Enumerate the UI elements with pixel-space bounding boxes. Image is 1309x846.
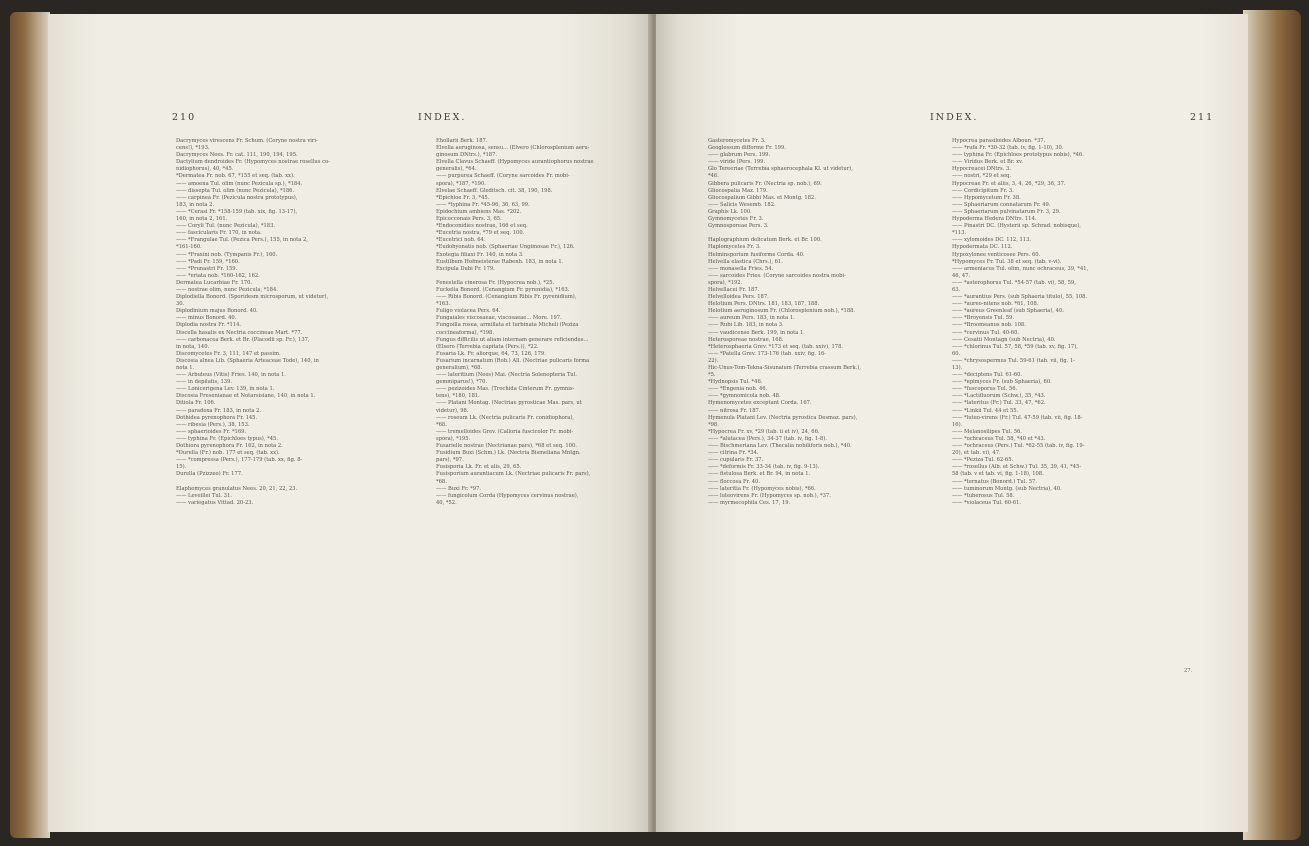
index-entry-line: Helotium Pers. DNtrs. 181, 183, 187, 188. [708, 301, 820, 308]
index-entry-line: spora), *192. [708, 279, 743, 286]
index-entry-line: Elaphomyces granulatus Nees. 20, 21, 22, 23. [176, 485, 298, 492]
index-entry-line: Gliocospalia Maz. 179. [708, 187, 768, 194]
index-entry-line: —— *Peziza Tul. 62-65. [952, 457, 1014, 464]
book-edge-right [1243, 10, 1301, 840]
right-page [656, 14, 1248, 832]
index-entry-line: Haplomycetes Fr. 3. [708, 244, 761, 251]
index-entry-line: —— *aureus Greenleaf (sub Sphaeria), 40. [952, 308, 1064, 315]
index-entry-line: Helvella elastica (Chrs.), 61. [708, 258, 783, 265]
index-entry-line: *Eudobyonatis nob. (Sphaeriae Ungimosae Fr.), 126. [436, 244, 575, 251]
index-entry-line: *163. [436, 301, 451, 308]
index-entry-line: *Heterosphaeria Grev. *173 et seq. (tab. xxiv), 178. [708, 343, 844, 350]
index-entry-line: —— nostrae olim, nunc Pezicula, *184. [176, 286, 278, 293]
left-page-number: 210 [172, 112, 197, 123]
index-entry-line: —— *chlorinus Tul. 57, 58, *59 (tab. xv, fig. 17), [952, 343, 1078, 350]
index-entry-line: Hypocreae Fr. et aliis, 3, 4, 26, *29, 36, 37. [952, 180, 1066, 187]
index-entry-line: —— *Padi Fr. 159, *160. [176, 258, 240, 265]
index-entry-line: —— Hypomycetum Fr. 38. [952, 194, 1021, 201]
index-entry-line: —— *compressa (Pers.), 177-179 (tab. xx, fig. 8- [176, 457, 303, 464]
index-entry-line: Fungoilla rosea, armillata et turbinata Micheli (Peziza [436, 322, 579, 329]
index-entry-line: —— paradoxa Fr. 183, in nota 2. [176, 407, 262, 414]
index-entry-line: Dacrymyces Nees. Fr. cat. 111, 190, 194, 195. [176, 152, 298, 159]
index-entry-line: Elvella aeruginosa, sensu... (Elvero (Chlorosplenium aeru- [436, 145, 590, 152]
index-entry-line: *Hydnopsis Tul. *46. [708, 379, 763, 386]
index-entry-line: *Eucetria nostra, *79 et seq. 100. [436, 230, 525, 237]
index-entry-line: —— tuminorum Montg. (sub Nectria), 40. [952, 485, 1062, 492]
index-entry-line: —— *cervinus Tul. 40-60. [952, 329, 1020, 336]
index-entry-line: —— minus Bonord. 40. [176, 315, 237, 322]
index-entry-line: Gibbera pulicaris Fr. (Nectria sp. nob.), 69. [708, 180, 822, 187]
index-entry-line: —— Pinastri DC. (Hysterii sp. Schrad. nobisque), [952, 223, 1081, 230]
index-entry-line: —— glabrum Pers. 199. [708, 152, 771, 159]
index-entry-line: 60. [952, 350, 961, 357]
right-page-column-1 [708, 138, 861, 507]
index-entry-line: Glo Tereeriae (Terrebia sphaerocephala Kl. ut videtur), [708, 166, 853, 173]
index-entry-line: Durella (Pzizzeo) Fr. 177. [176, 471, 243, 478]
index-entry-line: 40, *52. [436, 499, 457, 506]
index-entry-line: nidiophorus), 40, *45. [176, 166, 234, 173]
index-entry-line: 22). [708, 357, 719, 364]
index-entry-line: —— variegatus Vittad. 20-23. [176, 499, 254, 506]
index-entry-line: —— cupularis Fr. 37. [708, 457, 764, 464]
index-spacer [176, 479, 330, 486]
index-spacer [436, 273, 594, 280]
index-entry-line: Ehollarii Berk. 187. [436, 138, 488, 144]
index-entry-line: —— *Frangulae Tul. (Pezica Pers.), 155, in nota 2, [176, 237, 308, 244]
index-entry-line: —— lateritia Fr. (Hypomyces nobis), *66. [708, 485, 816, 492]
index-entry-line: generalis), *64. [436, 166, 477, 173]
index-entry-line: —— myrmecophila Ces. 17, 19. [708, 499, 791, 506]
index-entry-line: Gliocospalium Gibbi Mas. et Montg. 182. [708, 194, 816, 201]
index-entry-line: Hypodermata DC. 112. [952, 244, 1013, 251]
index-entry-line: —— carpinea Fr. (Pezicula nostra prototypus), [176, 194, 298, 201]
index-entry-line: —— *Patella Grev. 173-176 (tab. xxiv, fig. 16- [708, 350, 827, 357]
index-entry-line: Excipula Dubi Fr. 179. [436, 265, 495, 272]
index-entry-line: —— typhina Fr. (Epichloes prototypus nobis), *46. [952, 152, 1084, 159]
index-entry-line: (Elsero (Terrebia capitata (Pers.)), *22. [436, 343, 539, 350]
index-entry-line: Fuckelia Bonord. (Cenangium Fr. pyrenidia), *163. [436, 286, 570, 293]
index-entry-line: —— *tuberosus Tul. 58. [952, 492, 1015, 499]
index-entry-line: Graphis Lk. 100. [708, 208, 752, 215]
index-entry-line: Fungaiales viscosaeae, viscosaeae... More. 197. [436, 315, 562, 322]
index-entry-line: —— *ochraceus (Pers.) Tul. *62-55 (tab. iv, fig. 19- [952, 443, 1085, 450]
index-entry-line: in nota, 140. [176, 343, 210, 350]
index-entry-line: Fuligo violacea Pers. 64. [436, 308, 501, 315]
index-entry-line: —— purpurea Schaeff. (Corynе sarcoides Fr. mobi- [436, 173, 570, 180]
index-entry-line: —— viride (Pers. 199. [708, 159, 766, 166]
index-entry-line: —— *chrysospermus Tul. 59-61 (tab. vii, fig. 1- [952, 357, 1076, 364]
index-entry-line: —— *violaceus Tul. 60-61. [952, 499, 1022, 506]
index-entry-line: *Endoconidies nostrae, 166 et seq. [436, 223, 528, 230]
index-entry-line: —— *alutacea (Pers.), 34-37 (tab. iv, fig. 1-8). [708, 435, 827, 442]
index-entry-line: —— *Fraxini nob. (Tympanis Fr.), 160. [176, 251, 278, 258]
index-entry-line: spora), *187, *190. [436, 180, 486, 187]
index-entry-line: *46. [708, 173, 719, 180]
index-entry-line: Discella hasalis ex Nectria coccineae Mart. *77. [176, 329, 303, 336]
index-entry-line: —— Salicis Wesemb. 182. [708, 201, 776, 208]
index-entry-line: —— dissepta Tul. olim (nunc Pezicula), *186. [176, 187, 295, 194]
index-entry-line: Fusisporium aurantiacum Lk. (Nectriae pulicaris Fr. pars), [436, 471, 591, 478]
index-entry-line: 15). [176, 464, 187, 471]
right-page-column-2 [952, 138, 1088, 507]
index-entry-line: —— lateritium (Nees) Mai. (Nectria Solenopteria Tul. [436, 372, 577, 379]
index-entry-line: —— Rubi Lib. 183, in nota 3. [708, 322, 784, 329]
index-entry-line: Discosia Fresenianae et Notarsisiane, 140, in nota 1. [176, 393, 316, 400]
index-entry-line: 46, 47. [952, 272, 971, 279]
index-entry-line: Eustilbum Hofmeisterae Rabenh. 183, in nota 1. [436, 258, 564, 265]
index-entry-line: —— sphaerioides Fr. *169. [176, 428, 247, 435]
index-entry-line: —— fistulosa Berk. et Br. 94, in nota 1. [708, 471, 811, 478]
index-entry-line: Elvelae Schaeff. Gleditsch. cit. 38, 190, 198. [436, 187, 553, 194]
index-entry-line: *68. [436, 421, 447, 428]
index-entry-line: Fusaria Lk. Fr. aliorque, 64, 73, 126, 179. [436, 350, 546, 357]
index-entry-line: —— Leveillei Tul. 31. [176, 492, 232, 499]
index-entry-line: —— *Lactifluorum (Schw.), 35, *43. [952, 393, 1046, 400]
index-entry-line: 30. [176, 301, 185, 308]
index-entry-line: —— *Broyensis Tul. 59. [952, 315, 1015, 322]
index-entry-line: —— Bischmeriana Lev. (Thecalia nobiliforis nob.), *40. [708, 443, 852, 450]
index-entry-line: —— floccosa Fr. 40. [708, 478, 761, 485]
index-entry-line: —— vaudicense Berk. 199, in nota 1. [708, 329, 805, 336]
index-entry-line: —— Melanosilipes Tul. 56. [952, 428, 1022, 435]
right-page-number: 211 [1190, 112, 1215, 123]
index-entry-line: —— Ribis Bonord. (Cenangium Ribis Fr. pyrenidium), [436, 294, 577, 301]
index-entry-line: —— roseum Lk. (Nectria pulicaris Fr. conidiophora), [436, 414, 575, 421]
index-entry-line: —— typhina Fr. (Epichloes typus), *45. [176, 435, 278, 442]
index-entry-line: spora), *195. [436, 435, 471, 442]
index-entry-line: Dacrymyces virescens Fr. Schum. (Corynе nostra viri- [176, 138, 318, 144]
index-entry-line: —— ribesia (Pers.), 38, 153. [176, 421, 250, 428]
index-entry-line: —— Arbuteus (Vitis) Fries. 140, in nota 1. [176, 372, 286, 379]
index-entry-line: —— pezizoides Mas. (Trochida Cinterum Fr. gymnis- [436, 386, 575, 393]
index-entry-line: Helvelloidea Pers. 187. [708, 294, 769, 301]
index-entry-line: —— Cordicipitum Fr. 3. [952, 187, 1014, 194]
index-entry-line: *Dermatea Fr. nob. 67, *155 et seq. (tab. xx). [176, 173, 295, 180]
index-entry-line: Epicocconais Pers. 3, 65. [436, 216, 502, 223]
index-entry-line: cens!), *193. [176, 145, 210, 152]
index-entry-line: Ditiola Fr. 106. [176, 400, 216, 407]
index-entry-line: Gasteromycetes Fr. 3. [708, 138, 766, 144]
index-entry-line: 183, in nota 2. [176, 201, 215, 208]
index-entry-line: Heterosporeae nostrae, 168. [708, 336, 784, 343]
index-entry-line: Discomycetes Fr. 3, 111, 147 et passim. [176, 350, 281, 357]
index-entry-line: —— *luteo-virens (Fr.) Tul. 47-59 (tab. vii, fig. 18- [952, 414, 1083, 421]
signature-mark: 27. [1184, 668, 1193, 674]
index-entry-line: Diplodia nostra Fr. *114. [176, 322, 242, 329]
index-entry-line: Fusarielle nostrae (Nectrianae pars), *68 et seq. 100. [436, 443, 577, 450]
index-entry-line: —— carbonacea Berk. et Br. (Placodii sp. Fr.), 137, [176, 336, 310, 343]
index-entry-line: Helminsporium fusiforme Corda. 40. [708, 251, 805, 258]
index-entry-line: *Hypomyces Fr. Tul. 38 et seq. (tab. v-vi). [952, 258, 1062, 265]
index-entry-line: Elvella Clavus Schaeff. (Hypomyces aurantiophorus nostrae [436, 159, 594, 166]
index-entry-line: —— *aureo-nitens nob. *61, 108. [952, 301, 1039, 308]
index-entry-line: gemmiparus!), *70. [436, 379, 488, 386]
index-entry-line: *98. [708, 421, 719, 428]
index-entry-line: —— Platani Montag. (Nectriae pyrosticae Mas. pars, ut [436, 400, 582, 407]
index-entry-line: Hymenula Platani Lev. (Nectria pyrostica Desmaz. pars), [708, 414, 858, 421]
index-entry-line: —— *Prunastri Fr. 159. [176, 265, 238, 272]
index-entry-line: Hypocreacei DNtrs. 3. [952, 166, 1011, 173]
index-entry-line: 20), et tab. vi), 47. [952, 450, 1001, 457]
index-entry-line: 63. [952, 286, 961, 293]
index-entry-line: Fenestella cinerosa Fr. (Hypocrea nob.), *25. [436, 279, 555, 286]
right-running-head: INDEX. [930, 112, 979, 123]
left-running-head: INDEX. [418, 112, 467, 123]
index-entry-line: Helvellacei Fr. 187. [708, 286, 760, 293]
index-entry-line: —— Sphaeriarum pulvinatarum Fr. 3, 29. [952, 208, 1061, 215]
index-entry-line: 160, in nota 2, 161. [176, 216, 228, 223]
index-entry-line: —— Sphaeriarum connatarum Fr. 49. [952, 201, 1051, 208]
index-entry-line: Epidochium ambiens Mas. *202. [436, 208, 522, 215]
left-page-column-2 [436, 138, 594, 507]
index-entry-line: —— armeniacus Tul. olim, nunc ochraceus, 39, *41, [952, 265, 1089, 272]
index-entry-line: Diplodinium majus Bonord. 40. [176, 308, 258, 315]
index-entry-line: *161-160. [176, 244, 202, 251]
index-entry-line: —— *eriata nob. *160-162, 162. [176, 272, 260, 279]
index-entry-line: Gymnomycetes Fr. 3. [708, 216, 764, 223]
index-entry-line: Diplodiella Bonord. (Sporidesm microsporum, ut videtur), [176, 294, 329, 301]
index-entry-line: —— *ochraceus Tul. 58, *40 et *43. [952, 435, 1046, 442]
index-entry-line: Dothidea pyrenophora Fr. 145. [176, 414, 258, 421]
index-entry-line: *Durella (Fr.) nob. 177 et seq. (tab. xx). [176, 450, 280, 457]
index-entry-line: —— amoena Tul. olim (nunc Pezicula sp.), *184. [176, 180, 303, 187]
index-entry-line: tens), *180, 181. [436, 393, 480, 400]
index-entry-line: 58 (tab. v et tab. vi, fig. 1-18), 108. [952, 471, 1044, 478]
index-entry-line: Hypoderma Hedera DNtrs. 114. [952, 216, 1037, 223]
index-entry-line: 16). [952, 421, 963, 428]
index-entry-line: Dothiora pyrenophora Fr. 162, in nota 2. [176, 443, 283, 450]
index-entry-line: —— tremelloides Grev. (Calloria fuscicolor Fr. mobi- [436, 428, 574, 435]
index-entry-line: Gymnosporeae Pers. 3. [708, 223, 769, 230]
index-entry-line: *68. [436, 478, 447, 485]
index-entry-line: Haplographium delicatum Berk. et Br. 100. [708, 237, 822, 244]
index-entry-line: —— sarcoides Fries. (Corynе sarcoides nostra mobi- [708, 272, 846, 279]
index-entry-line: Hypocrea parasiloides Alboun. *37. [952, 138, 1046, 144]
index-entry-line: —— luteovirens Fr. (Hypomyces sp. nob.), *37. [708, 492, 831, 499]
index-entry-line: —— *lateritus (Fr.) Tul. 33, 47, *62. [952, 400, 1046, 407]
index-entry-line: *113. [952, 230, 967, 237]
index-entry-line: —— *Linkii Tul. 44 et 55. [952, 407, 1019, 414]
left-page-column-1 [176, 138, 330, 507]
index-entry-line: —— nitrosa Fr. 187. [708, 407, 761, 414]
index-entry-line: —— xylomoides DC. 112, 113. [952, 237, 1032, 244]
index-entry-line: —— *deciptens Tul. 61-60. [952, 372, 1023, 379]
index-entry-line: —— *gymnomicola nob. 48. [708, 393, 781, 400]
index-entry-line: —— citrina Fr. *34. [708, 450, 759, 457]
index-entry-line: —— in depilatis, 139. [176, 379, 233, 386]
index-entry-line: —— fungicolum Corda (Hypomyces cervinus nostrae), [436, 492, 579, 499]
index-entry-line: —— Cesatii Montagn (sub Nectria), 40. [952, 336, 1056, 343]
index-entry-line: 13). [952, 365, 963, 371]
index-entry-line: *5. [708, 372, 716, 379]
index-entry-line: —— monasella Fries. 54. [708, 265, 774, 272]
index-entry-line: Fusisporia Lk. Fr. et alis, 29, 65. [436, 464, 522, 471]
index-entry-line: Fusarium incarnatum (Rob.) All. (Nectriae pulicaris forma [436, 357, 590, 364]
index-entry-line: —— Viridus Berk. et Br. xv. [952, 159, 1023, 166]
index-entry-line: —— *Broomeanus nob. 108. [952, 322, 1026, 329]
index-entry-line: Dactylium dendroides Fr. (Hypomyces nostrae rosellus co- [176, 159, 330, 166]
index-entry-line: —— Coryli Tul. (nunc Pezicula), *183. [176, 223, 276, 230]
index-entry-line: Fusidium Buxi (Schm.) Lk. (Nectria Bismeliana Mntgn. [436, 450, 581, 457]
index-entry-line: —— Buxi Fr. *97. [436, 485, 482, 492]
index-entry-line: ginosum DNtrs.), *187. [436, 152, 498, 159]
index-entry-line: —— Lonicerigena Lev. 139, in nota 1. [176, 386, 275, 393]
index-entry-line: —— fascicularis Fr. 170, in nota. [176, 230, 262, 237]
left-page [48, 14, 652, 832]
index-spacer [708, 230, 861, 237]
index-entry-line: videtur), 98. [436, 407, 469, 414]
index-entry-line: —— *typhina Fr. *45-96, 36, 63, 99. [436, 201, 530, 208]
index-entry-line: Dermatea Lucarbiae Fr. 170. [176, 279, 253, 286]
index-entry-line: *Eucetrici nob. 64. [436, 237, 486, 244]
index-entry-line: *Epichloe Fr. 3, *45. [436, 194, 490, 201]
index-entry-line: Exotegia filiaxi Fr. 140, in nota 3. [436, 251, 524, 258]
index-entry-line: —— *ternatus (Bonord.) Tul. 57. [952, 478, 1037, 485]
index-entry-line: Helotium aeruginosum Fr. (Chlorosplenium nob.), *188. [708, 308, 856, 315]
book-edge-left [10, 12, 50, 838]
index-entry-line: —— *Engenia nob. 46. [708, 386, 768, 393]
index-entry-line: —— *asterophorus Tul. *54-57 (tab. vi), 58, 59, [952, 279, 1076, 286]
index-entry-line: —— *fuscoporus Tul. 56. [952, 386, 1018, 393]
index-entry-line: nota 1. [176, 365, 195, 371]
index-entry-line: —— aureum Pers. 183, in nota 1. [708, 315, 795, 322]
index-entry-line: —— *rufa Fr. *30-32 (tab. iv, fig. 1-10), 30. [952, 145, 1064, 152]
index-entry-line: coccineaforma), *198. [436, 329, 495, 336]
index-entry-line: Hic-Unus-Tom-Tekna-Sisunaium (Terrebia crassum Berk.), [708, 365, 861, 371]
index-entry-line: Hymenomycetes exceptant Corda. 167. [708, 400, 812, 407]
index-entry-line: Geoglossum difforme Fr. 199. [708, 145, 786, 152]
index-entry-line: —— *epimyces Fr. (sub Sphaeria), 60. [952, 379, 1052, 386]
index-entry-line: Discosia alnea Lib. (Sphaeria Arteaceae Tode), 140, in [176, 357, 319, 364]
index-entry-line: —— *rosellus (Alb. et Schw.) Tul. 35, 39, 41, *45- [952, 464, 1082, 471]
index-entry-line: generalium), *68. [436, 365, 483, 371]
index-entry-line: —— *deformis Fr. 33-34 (tab. iv, fig. 9-13). [708, 464, 820, 471]
index-entry-line: Hypoxylonee venticosee Pers. 60. [952, 251, 1041, 258]
index-entry-line: —— nostri, *29 et seq. [952, 173, 1012, 180]
index-entry-line: —— *aurantius Pers. (sub Sphaeria titulo), 55, 108. [952, 294, 1088, 301]
index-entry-line: *Hypocrea Fr. xv, *29 (tab. ii et iv), 24, 66. [708, 428, 820, 435]
index-entry-line: —— *Cerasi Fr. *158-159 (tab. xix, fig. 13-17), [176, 208, 298, 215]
index-entry-line: Fungus difficilis ut aliam internam generare reficiendus... [436, 336, 589, 343]
index-entry-line: pars), *97. [436, 457, 464, 464]
